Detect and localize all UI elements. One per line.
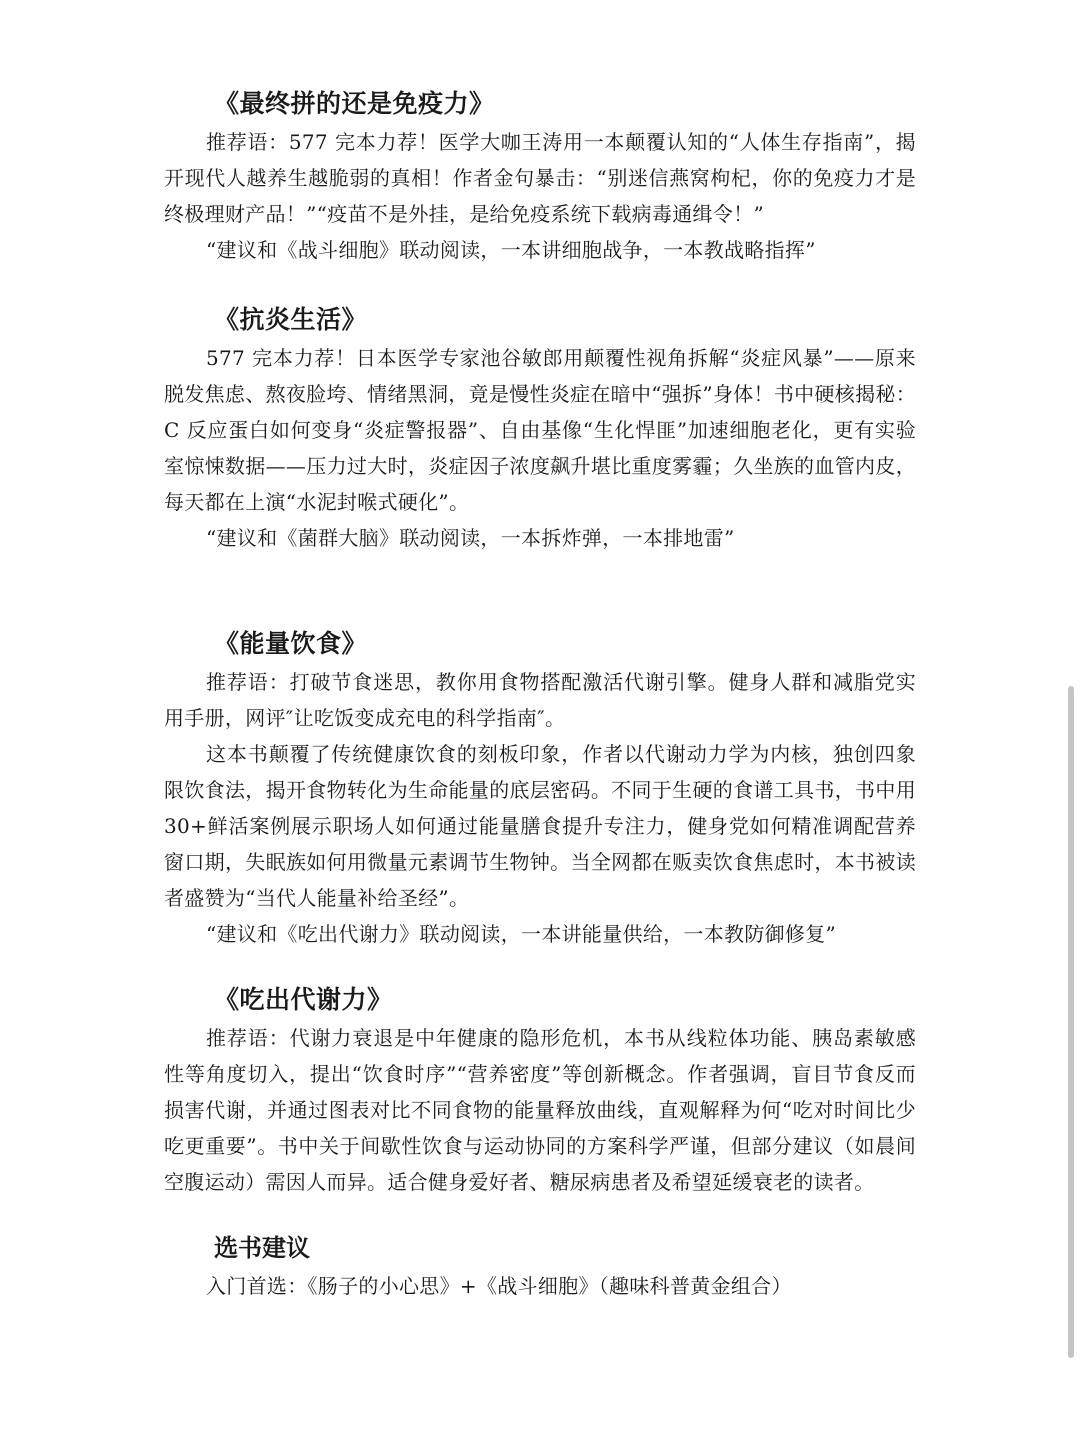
book-paragraph: 这本书颠覆了传统健康饮食的刻板印象，作者以代谢动力学为内核，独创四象限饮食法，揭开食物转化为生命能量的底层密码。不同于生硬的食谱工具书，书中用 30+鲜活案例展示职场人如何通过能量膳食提升专注力，健身党如何精准调配营养窗口期，失眠族如何用微量元素调节生物钟。当全网都在贩卖饮食焦虑时，本书被读者盛赞为“当代人能量补给圣经”。	[164, 742, 916, 910]
section-spacer	[164, 1200, 916, 1230]
book-title: 《最终拼的还是免疫力》	[214, 89, 495, 118]
advice-section	[164, 1230, 916, 1304]
document-content	[164, 86, 916, 1304]
book-section-immunity	[164, 86, 916, 268]
section-spacer	[164, 952, 916, 982]
book-paragraph: 577 完本力荐！日本医学专家池谷敏郎用颠覆性视角拆解“炎症风暴”——原来脱发焦虑、熬夜脸垮、情绪黑洞，竟是慢性炎症在暗中“强拆”身体！书中硬核揭秘：C 反应蛋白如何变身“炎症警报器”、自由基像“生化悍匪”加速细胞老化，更有实验室惊悚数据——压力过大时，炎症因子浓度飙升堪比重度雾霾；久坐族的血管内皮，每天都在上演“水泥封喉式硬化”。	[164, 346, 916, 514]
book-paragraph: “建议和《菌群大脑》联动阅读，一本拆炸弹，一本排地雷”	[206, 526, 735, 550]
book-section-anti-inflammation	[164, 302, 916, 556]
book-paragraph: 推荐语：打破节食迷思，教你用食物搭配激活代谢引擎。健身人群和减脂党实用手册，网评″让吃饭变成充电的科学指南″。	[164, 670, 916, 730]
book-paragraph: “建议和《战斗细胞》联动阅读，一本讲细胞战争，一本教战略指挥”	[206, 238, 816, 262]
section-spacer	[164, 556, 916, 626]
book-paragraph: 推荐语：代谢力衰退是中年健康的隐形危机，本书从线粒体功能、胰岛素敏感性等角度切入，提出“饮食时序”“营养密度”等创新概念。作者强调，盲目节食反而损害代谢，并通过图表对比不同食物的能量释放曲线，直观解释为何“吃对时间比少吃更重要”。书中关于间歇性饮食与运动协同的方案科学严谨，但部分建议（如晨间空腹运动）需因人而异。适合健身爱好者、糖尿病患者及希望延缓衰老的读者。	[164, 1026, 916, 1194]
book-paragraph: 推荐语：577 完本力荐！医学大咖王涛用一本颠覆认知的“人体生存指南”，揭开现代人越养生越脆弱的真相！作者金句暴击：“别迷信燕窝枸杞，你的免疫力才是终极理财产品！”“疫苗不是外挂，是给免疫系统下载病毒通缉令！”	[164, 130, 916, 226]
book-paragraph: “建议和《吃出代谢力》联动阅读，一本讲能量供给，一本教防御修复”	[206, 922, 837, 946]
book-title: 《能量饮食》	[214, 629, 368, 658]
section-spacer	[164, 268, 916, 302]
book-title: 《抗炎生活》	[214, 305, 368, 334]
book-section-energy-diet	[164, 626, 916, 952]
vertical-scrollbar[interactable]	[1068, 686, 1074, 1358]
advice-title: 选书建议	[214, 1234, 310, 1262]
advice-line: 入门首选：《肠子的小心思》+《战斗细胞》（趣味科普黄金组合）	[206, 1274, 792, 1298]
book-section-metabolism	[164, 982, 916, 1200]
book-title: 《吃出代谢力》	[214, 985, 393, 1014]
